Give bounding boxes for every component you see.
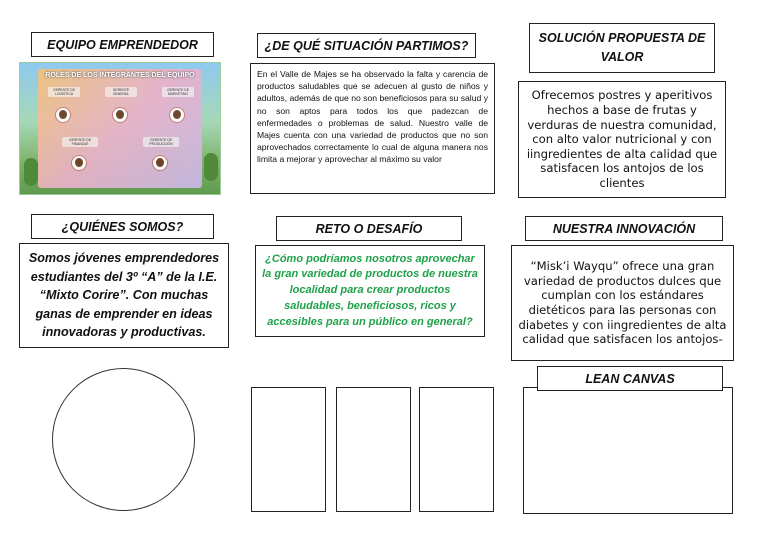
equipo-title: EQUIPO EMPRENDEDOR xyxy=(47,37,198,52)
situacion-title: ¿DE QUÉ SITUACIÓN PARTIMOS? xyxy=(264,38,469,53)
reto-text-box xyxy=(255,245,485,337)
reto-text: ¿Cómo podríamos nosotros aprovechar la gran variedad de productos de nuestra localidad para crear productos saludables, beneficiosos, ricos y accesibles para un público en general? xyxy=(262,252,478,328)
role-label: GERENTE DE PRODUCCIÓN xyxy=(143,137,179,147)
innovacion-title-box xyxy=(525,216,723,241)
solucion-text-box xyxy=(518,81,726,198)
cactus-illustration xyxy=(204,153,218,181)
quienes-title: ¿QUIÉNES SOMOS? xyxy=(61,219,184,234)
situacion-text: En el Valle de Majes se ha observado la falta y carencia de productos saludables que se adecuen al gusto de niños y adultos, además de que no son beneficiosos para su salud y no son aptos para todos los que padezcan de enfermedades o problemas de salud. Nuestro valle de Majes cuenta con una variedad de productos que no son aprovechados correctamente lo cual de alguna manera nos limita a mejorar y aprovechar al máximo su valor xyxy=(257,69,488,165)
product-panel-3 xyxy=(419,387,494,512)
innovacion-text: “Misk’i Wayqu” ofrece una gran variedad de productos dulces que cumplan con los estándares dietéticos para las personas con diabetes y con iingredientes de alta calidad que satisfacen los antojos- xyxy=(518,259,727,347)
equipo-title-box xyxy=(31,32,214,57)
reto-title-box xyxy=(276,216,462,241)
quienes-text: Somos jóvenes emprendedores estudiantes del 3º “A” de la I.E. “Mixto Corire”. Con muchas ganas de emprender en ideas innovadoras y productivas. xyxy=(28,251,220,340)
reto-title: RETO O DESAFÍO xyxy=(315,221,423,236)
role-label: GERENTE DE LOGÍSTICA xyxy=(48,87,80,97)
avatar xyxy=(112,107,128,123)
product-panel-2 xyxy=(336,387,411,512)
solucion-title: SOLUCIÓN PROPUESTA DE VALOR xyxy=(538,31,706,64)
role-label: GERENTE GENERAL xyxy=(105,87,137,97)
situacion-text-box xyxy=(250,63,495,194)
cactus-illustration xyxy=(24,158,38,186)
avatar xyxy=(169,107,185,123)
solucion-title-box xyxy=(529,23,715,73)
quienes-title-box xyxy=(31,214,214,239)
solucion-text: Ofrecemos postres y aperitivos hechos a base de frutas y verduras de nuestra comunidad, con alto valor nutricional y con iingredientes de alta calidad que satisfacen los antojos de los clientes xyxy=(526,88,718,190)
avatar xyxy=(71,155,87,171)
situacion-title-box xyxy=(257,33,476,58)
lean-canvas-box xyxy=(523,387,733,514)
innovacion-text-box xyxy=(511,245,734,361)
lean-title-box xyxy=(537,366,723,391)
avatar xyxy=(55,107,71,123)
product-panel-1 xyxy=(251,387,326,512)
roles-card xyxy=(38,69,202,188)
quienes-text-box xyxy=(19,243,229,348)
logo-circle xyxy=(52,368,195,511)
role-label: GERENTE DE FINANZAS xyxy=(62,137,98,147)
roles-heading: ROLES DE LOS INTEGRANTES DEL EQUIPO xyxy=(45,72,195,79)
lean-title: LEAN CANVAS xyxy=(585,371,675,386)
innovacion-title: NUESTRA INNOVACIÓN xyxy=(552,221,696,236)
role-label: GERENTE DE MARKETING xyxy=(162,87,194,97)
avatar xyxy=(152,155,168,171)
team-roles-image xyxy=(19,62,221,195)
